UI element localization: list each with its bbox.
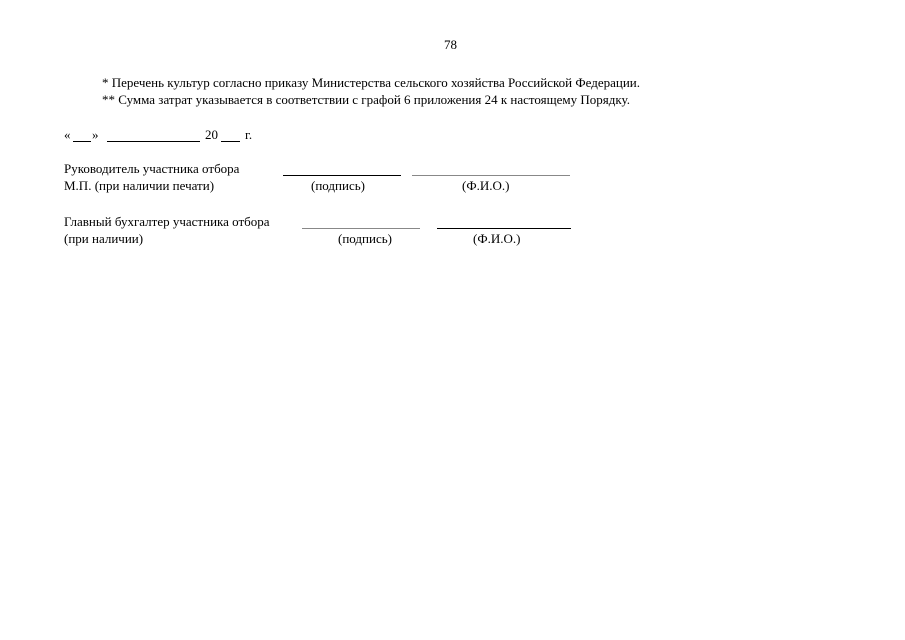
date-day-blank <box>73 141 91 142</box>
head-signature-blank <box>283 175 401 176</box>
accountant-label: Главный бухгалтер участника отбора <box>64 214 270 229</box>
date-month-blank <box>107 141 200 142</box>
accountant-sublabel: (при наличии) <box>64 231 144 246</box>
accountant-name-blank <box>437 228 571 229</box>
page-number: 78 <box>444 37 457 52</box>
accountant-name-caption: (Ф.И.О.) <box>473 231 521 246</box>
date-open-quote: « <box>64 127 71 142</box>
footnote-costs: ** Сумма затрат указывается в соответствии с графой 6 приложения 24 к настоящему Порядку. <box>102 92 630 107</box>
head-signature-caption: (подпись) <box>311 178 365 193</box>
head-sublabel: М.П. (при наличии печати) <box>64 178 215 193</box>
date-year-prefix: 20 <box>205 127 218 142</box>
head-label: Руководитель участника отбора <box>64 161 240 176</box>
accountant-signature-caption: (подпись) <box>338 231 392 246</box>
date-close-quote: » <box>92 127 99 142</box>
head-name-blank <box>412 175 570 176</box>
footnote-crops: * Перечень культур согласно приказу Министерства сельского хозяйства Российской Федерации. <box>102 75 640 90</box>
head-name-caption: (Ф.И.О.) <box>462 178 510 193</box>
accountant-signature-blank <box>302 228 420 229</box>
date-year-suffix: г. <box>245 127 253 142</box>
date-year-blank <box>221 141 240 142</box>
